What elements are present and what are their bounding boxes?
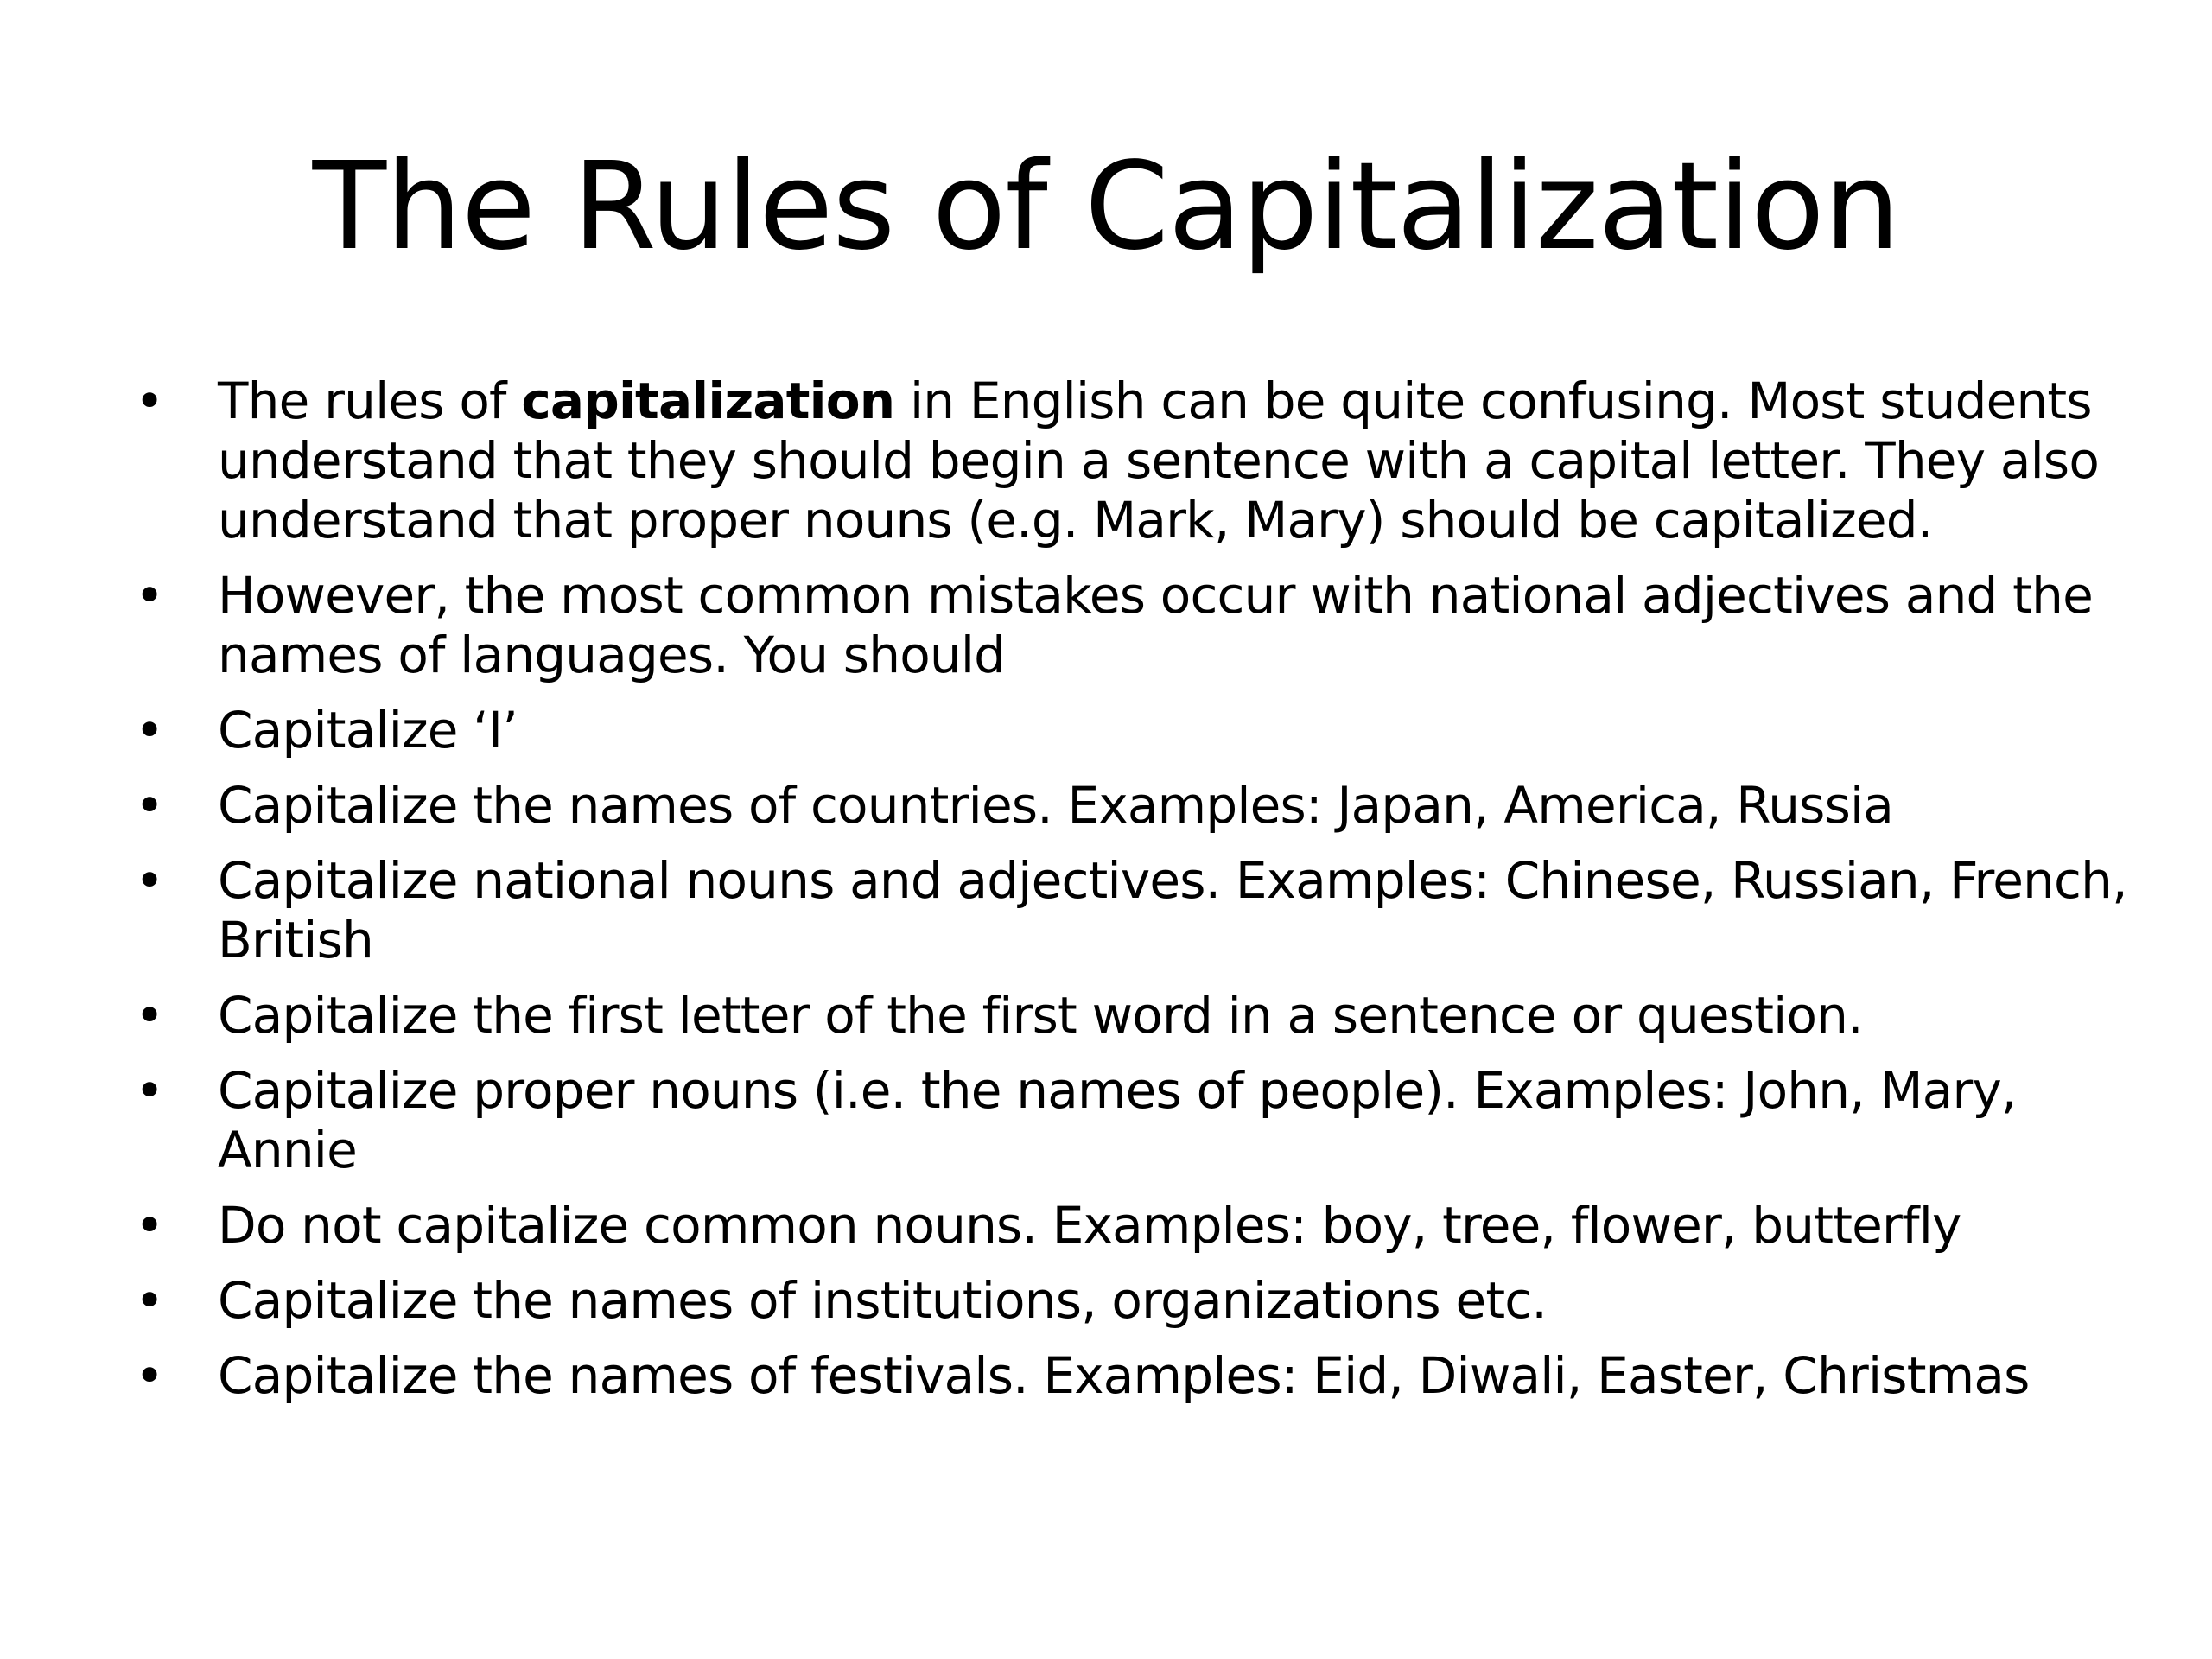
bullet-text-bold: capitalization <box>521 372 895 430</box>
bullet-icon: • <box>135 566 164 625</box>
bullet-text-before: The rules of <box>218 372 522 430</box>
bullet-text: Capitalize proper nouns (i.e. the names of people). Examples: John, Mary, Annie <box>218 1061 2017 1179</box>
bullet-item-2 <box>121 566 2134 685</box>
bullet-text: Capitalize national nouns and adjectives. Examples: Chinese, Russian, French, British <box>218 851 2127 969</box>
bullet-item-9 <box>121 1271 2134 1331</box>
bullet-text: However, the most common mistakes occur with national adjectives and the names of languages. You should <box>218 566 2093 684</box>
slide-title: The Rules of Capitalization <box>312 137 1900 277</box>
bullet-list <box>121 372 2134 1421</box>
bullet-text-after: in English can be quite confusing. Most students understand that they should begin a sentence with a capital letter. They also understand that proper nouns (e.g. Mark, Mary) should be capitalized. <box>218 372 2100 550</box>
bullet-icon: • <box>135 1271 164 1330</box>
bullet-text: Capitalize the names of countries. Examples: Japan, America, Russia <box>218 776 1894 835</box>
bullet-item-3 <box>121 701 2134 760</box>
bullet-item-8 <box>121 1196 2134 1255</box>
bullet-text: Do not capitalize common nouns. Examples: boy, tree, flower, butterfly <box>218 1196 1961 1255</box>
bullet-item-5 <box>121 851 2134 970</box>
bullet-icon: • <box>135 1061 164 1120</box>
bullet-item-7 <box>121 1061 2134 1180</box>
bullet-item-1 <box>121 372 2134 550</box>
bullet-text: Capitalize the names of festivals. Examples: Eid, Diwali, Easter, Christmas <box>218 1346 2030 1405</box>
bullet-text: Capitalize the names of institutions, organizations etc. <box>218 1271 1548 1330</box>
bullet-icon: • <box>135 851 164 910</box>
bullet-item-6 <box>121 986 2134 1046</box>
bullet-icon: • <box>135 986 164 1045</box>
bullet-icon: • <box>135 776 164 835</box>
bullet-item-10 <box>121 1346 2134 1406</box>
bullet-icon: • <box>135 701 164 760</box>
bullet-item-4 <box>121 776 2134 836</box>
bullet-text: Capitalize the first letter of the first word in a sentence or question. <box>218 986 1863 1045</box>
bullet-text: Capitalize ‘I’ <box>218 701 518 760</box>
bullet-icon: • <box>135 1346 164 1405</box>
bullet-icon: • <box>135 372 164 430</box>
bullet-icon: • <box>135 1196 164 1255</box>
